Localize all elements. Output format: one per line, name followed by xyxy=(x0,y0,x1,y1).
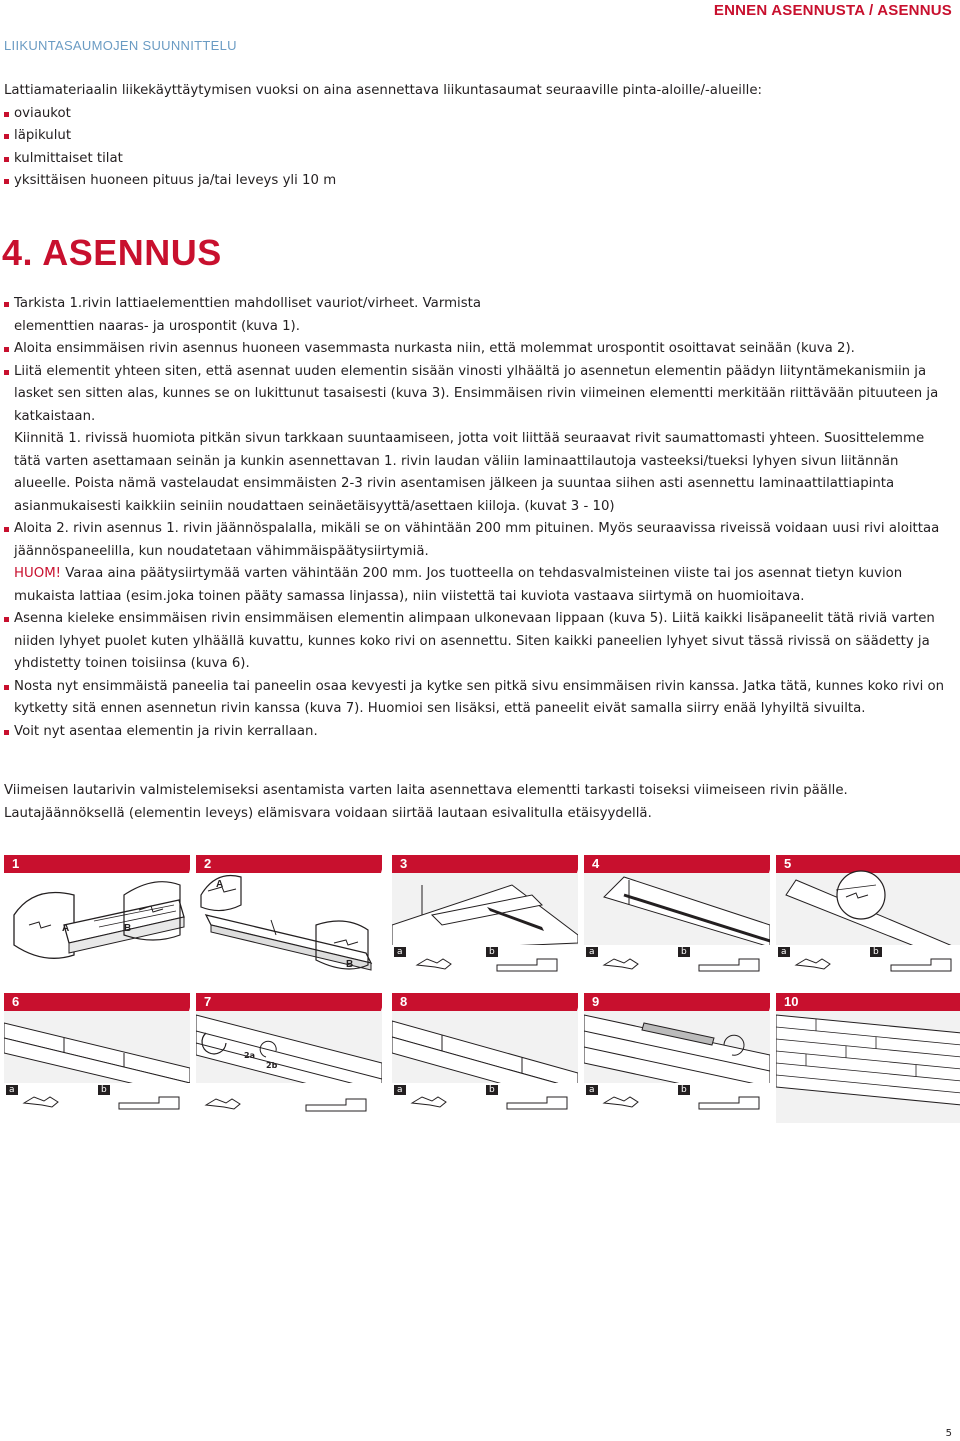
figure-5 xyxy=(776,855,960,985)
bullet-square-icon xyxy=(4,527,9,532)
figure-2 xyxy=(196,855,382,985)
figure-number: 2 xyxy=(204,856,212,871)
profile-label-a: A xyxy=(216,879,224,890)
step-label-b: 2b xyxy=(266,1061,278,1070)
step-label-a: a xyxy=(394,947,406,957)
figure-1 xyxy=(4,855,190,985)
intro-block xyxy=(4,80,954,193)
step-label-a: a xyxy=(586,947,598,957)
bullet-square-icon xyxy=(4,179,9,184)
document-header-title: ENNEN ASENNUSTA / ASENNUS xyxy=(713,2,952,19)
step-item: Nosta nyt ensimmäistä paneelia tai paneelin osaa kevyesti ja kytke sen pitkä sivu ensimmäisen rivin kanssa. Jatka tätä, kunnes koko rivi on kytketty sitä ennen asennetun rivin kanssa (kuva 7). Huomioi sen lisäksi, että paneelit eivät samalla siirry enää lyhyiltä sivuilta. xyxy=(4,676,954,721)
note-paragraph: HUOM! Varaa aina päätysiirtymää varten vähintään 200 mm. Jos tuotteella on tehdasvalmisteinen viiste tai jos asennat tietyn kuvion mukaista lattiaa (esim.joka toinen pääty samassa linjassa), niin viistettä tai kuviota vastaava siirtymä on huomioitava. xyxy=(14,566,903,604)
step-label-b: b xyxy=(486,947,498,957)
step-label-b: b xyxy=(678,947,690,957)
figure-number: 4 xyxy=(592,856,600,871)
figure-7 xyxy=(196,993,382,1123)
list-item: oviaukot xyxy=(4,103,954,126)
step-item: Asenna kieleke ensimmäisen rivin ensimmäisen elementin alimpaan ulkonevaan lippaan (kuva 5). Liitä kaikki lisäpaneelit tätä riviä varten niiden lyhyet puolet kuten ylhäällä kuvattu, kunnes koko rivi on asennettu. Siten kaikki paneelien lyhyet sivut tässä rivissä on säädetty ja yhdistetty toinen toisiinsa (kuva 6). xyxy=(4,608,954,676)
figure-number: 3 xyxy=(400,856,408,871)
panel-profile-illustration xyxy=(4,855,190,985)
step-item: Tarkista 1.rivin lattiaelementtien mahdolliset vauriot/virheet. Varmista elementtien naaras- ja urospontit (kuva 1). xyxy=(4,293,544,338)
row-press-illustration xyxy=(392,993,578,1123)
expansion-joint-list xyxy=(4,103,954,193)
figure-3 xyxy=(392,855,578,985)
figure-row-1 xyxy=(4,855,960,985)
long-side-lift-illustration xyxy=(196,993,382,1123)
step-label-a: a xyxy=(6,1085,18,1095)
figure-number: 7 xyxy=(204,994,212,1009)
step-label-a: 2a xyxy=(244,1051,255,1060)
figure-number: 8 xyxy=(400,994,408,1009)
intro-lead: Lattiamateriaalin liikekäyttäytymisen vuoksi on aina asennettava liikuntasaumat seuraaville pinta-aloille/-alueille: xyxy=(4,83,762,98)
angle-joint-illustration xyxy=(392,855,578,985)
next-panel-illustration xyxy=(584,993,770,1123)
figure-6 xyxy=(4,993,190,1123)
figure-10 xyxy=(776,993,960,1123)
step-label-b: b xyxy=(870,947,882,957)
bullet-square-icon xyxy=(4,370,9,375)
profile-label-b: B xyxy=(346,959,354,970)
figure-number: 5 xyxy=(784,856,792,871)
profile-label-a: A xyxy=(62,923,70,934)
row-alignment-illustration xyxy=(584,855,770,985)
step-item: Voit nyt asentaa elementin ja rivin kerrallaan. xyxy=(4,721,954,744)
figure-row-2 xyxy=(4,993,960,1123)
profile-label-b: B xyxy=(124,923,132,934)
bullet-square-icon xyxy=(4,617,9,622)
list-item: kulmittaiset tilat xyxy=(4,148,954,171)
tongue-insert-illustration xyxy=(776,855,960,985)
figure-8 xyxy=(392,993,578,1123)
bullet-square-icon xyxy=(4,730,9,735)
step-item: Liitä elementit yhteen siten, että asennat uuden elementin sisään vinosti ylhäältä jo asennetun elementin päädyn liityntämekanismiin ja lasket sen sitten alas, kunnes se on lukittunut tasaisesti (kuva 3). Ensimmäisen rivin viimeinen elementti merkitään riittävään pituuteen ja katkaistaan. xyxy=(4,361,954,429)
section-title: LIIKUNTASAUMOJEN SUUNNITTELU xyxy=(4,38,237,53)
corner-start-illustration xyxy=(196,855,382,985)
chapter-title: 4. ASENNUS xyxy=(2,232,222,273)
bullet-square-icon xyxy=(4,157,9,162)
installation-steps xyxy=(4,293,954,743)
step-item: Aloita ensimmäisen rivin asennus huoneen vasemmasta nurkasta niin, että molemmat urospontit osoittavat seinään (kuva 2). xyxy=(4,338,954,361)
figure-number: 1 xyxy=(12,856,20,871)
list-item: yksittäisen huoneen pituus ja/tai leveys yli 10 m xyxy=(4,170,954,193)
step-item: Aloita 2. rivin asennus 1. rivin jäännöspalalla, mikäli se on vähintään 200 mm pituinen. Myös seuraavissa riveissä voidaan uusi rivi aloittaa jäännöspaneelilla, kun noudatetaan vähimmäispäätysiirtymiä. xyxy=(4,518,954,563)
bullet-square-icon xyxy=(4,112,9,117)
step-label-a: a xyxy=(394,1085,406,1095)
page-number: 5 xyxy=(945,1428,952,1439)
figure-number: 9 xyxy=(592,994,600,1009)
figure-4 xyxy=(584,855,770,985)
step-label-a: a xyxy=(778,947,790,957)
outro-text: Viimeisen lautarivin valmistelemiseksi asentamista varten laita asennettava elementti tarkasti toiseksi viimeiseen rivin päälle. Lautajäännöksellä (elementin leveys) elämisvara voidaan siirtää lautaan esivalitulla etäisyydellä. xyxy=(4,783,848,821)
step-label-b: b xyxy=(98,1085,110,1095)
bullet-square-icon xyxy=(4,347,9,352)
bullet-square-icon xyxy=(4,302,9,307)
step-label-b: b xyxy=(486,1085,498,1095)
short-side-connect-illustration xyxy=(4,993,190,1123)
note-label: HUOM! xyxy=(14,566,62,581)
list-item: läpikulut xyxy=(4,125,954,148)
figure-number: 10 xyxy=(784,994,799,1009)
finished-floor-illustration xyxy=(776,993,960,1123)
step-label-a: a xyxy=(586,1085,598,1095)
outro-block xyxy=(4,780,954,825)
bullet-square-icon xyxy=(4,685,9,690)
figure-number: 6 xyxy=(12,994,20,1009)
step-label-b: b xyxy=(678,1085,690,1095)
figure-9 xyxy=(584,993,770,1123)
step-paragraph: Kiinnitä 1. rivissä huomiota pitkän sivun tarkkaan suuntaamiseen, jotta voit liittää seuraavat rivit saumattomasti yhteen. Suosittelemme tätä varten asettamaan seinän ja kunkin asennettavan 1. rivin laudan väliin laminaattilautoja vasteeksi/tueksi lyhyen sivun liitännän alueelle. Poista nämä vastelaudat ensimmäisten 2-3 rivin asentamisen jälkeen ja suuntaa siihen asti asennettu laminaattilattiapinta asianmukaisesti kaikkiin seiniin noudattaen seinäetäisyyttä/asettaen kiiloja. (kuvat 3 - 10) xyxy=(14,431,925,514)
bullet-square-icon xyxy=(4,134,9,139)
